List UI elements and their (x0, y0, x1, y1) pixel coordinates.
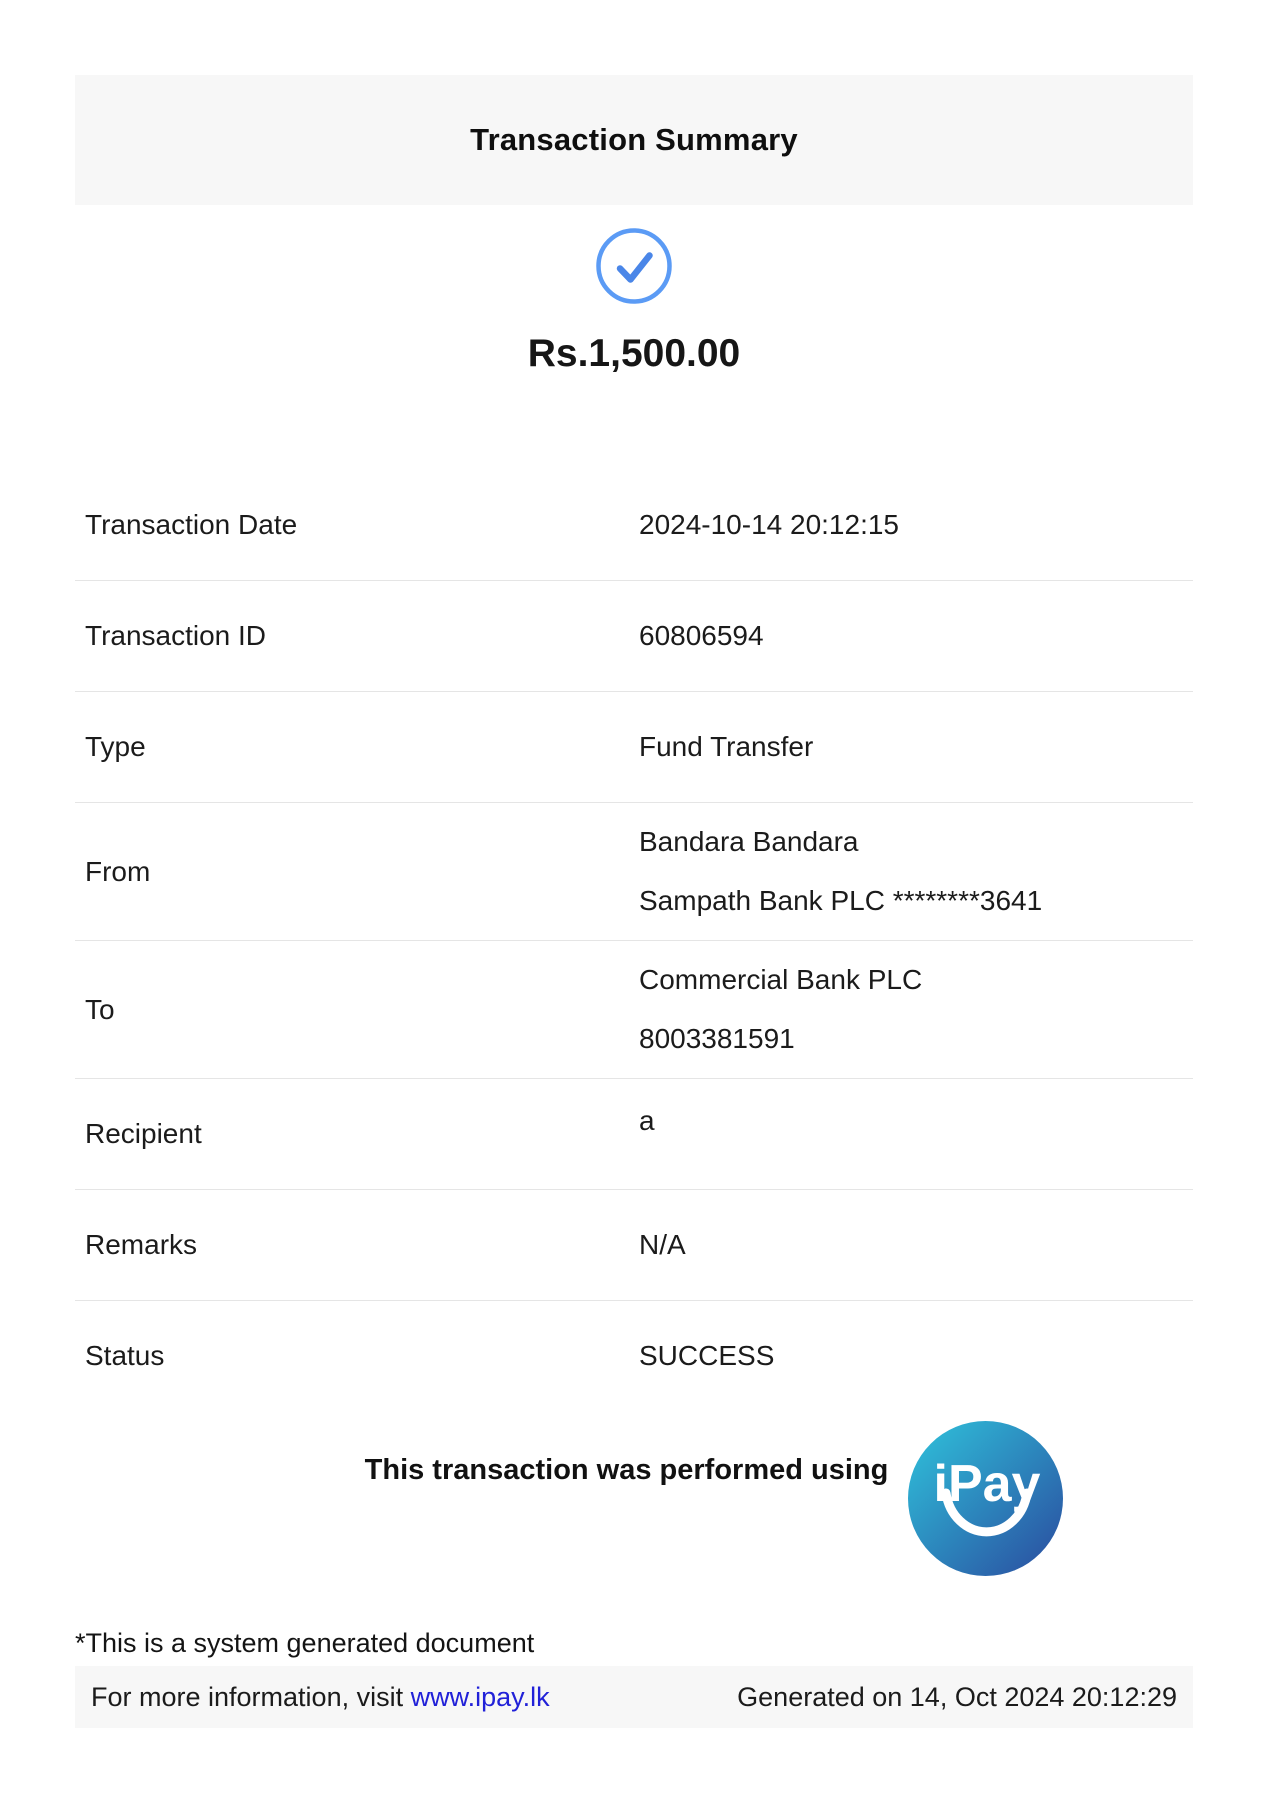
row-label: To (85, 993, 115, 1025)
row-value-line: 60806594 (639, 620, 764, 651)
row-value (639, 1340, 1193, 1372)
row-value (639, 826, 1193, 917)
row-value-line: 2024-10-14 20:12:15 (639, 509, 899, 540)
row-value-line: Sampath Bank PLC ********3641 (639, 885, 1043, 916)
row-label: Transaction Date (85, 509, 298, 540)
footer-info-text: For more information, visit (91, 1681, 411, 1712)
generated-timestamp: Generated on 14, Oct 2024 20:12:29 (737, 1681, 1177, 1712)
row-label: Type (85, 731, 146, 762)
performed-using-row (75, 1421, 1193, 1576)
row-label: From (85, 855, 151, 887)
row-value (639, 509, 1193, 541)
row-value-line: SUCCESS (639, 1340, 775, 1371)
table-row (75, 1190, 1193, 1301)
row-value-line: Commercial Bank PLC (639, 964, 923, 995)
row-value-line: 8003381591 (639, 1023, 795, 1054)
system-generated-note: *This is a system generated document (75, 1628, 535, 1658)
footer-info (91, 1682, 550, 1713)
row-value-line: Bandara Bandara (639, 826, 859, 857)
table-row (75, 941, 1193, 1079)
row-label: Recipient (85, 1118, 202, 1149)
table-row (75, 581, 1193, 692)
table-row (75, 692, 1193, 803)
row-value-line: a (639, 1105, 655, 1136)
ipay-logo-icon (908, 1421, 1063, 1576)
row-value (639, 1105, 1193, 1137)
status-icon-wrap (75, 227, 1193, 305)
header-bar (75, 75, 1193, 205)
row-label: Transaction ID (85, 620, 267, 651)
transaction-amount: Rs.1,500.00 (527, 332, 741, 375)
footer-bar (75, 1666, 1193, 1728)
row-value-line: Fund Transfer (639, 731, 814, 762)
page-title: Transaction Summary (470, 122, 798, 157)
row-label: Remarks (85, 1229, 198, 1260)
row-value (639, 731, 1193, 763)
row-value (639, 620, 1193, 652)
details-table (75, 470, 1193, 1411)
row-value (639, 964, 1193, 1055)
table-row (75, 803, 1193, 941)
table-row (75, 1079, 1193, 1190)
row-value-line: N/A (639, 1229, 686, 1260)
performed-using-text: This transaction was performed using (364, 1454, 889, 1486)
ipay-logo-text: iPay (933, 1455, 1041, 1513)
check-circle-icon (595, 227, 673, 305)
ipay-link[interactable]: www.ipay.lk (410, 1681, 550, 1712)
row-label: Status (85, 1340, 165, 1371)
table-row (75, 470, 1193, 581)
table-row (75, 1301, 1193, 1411)
row-value (639, 1229, 1193, 1261)
